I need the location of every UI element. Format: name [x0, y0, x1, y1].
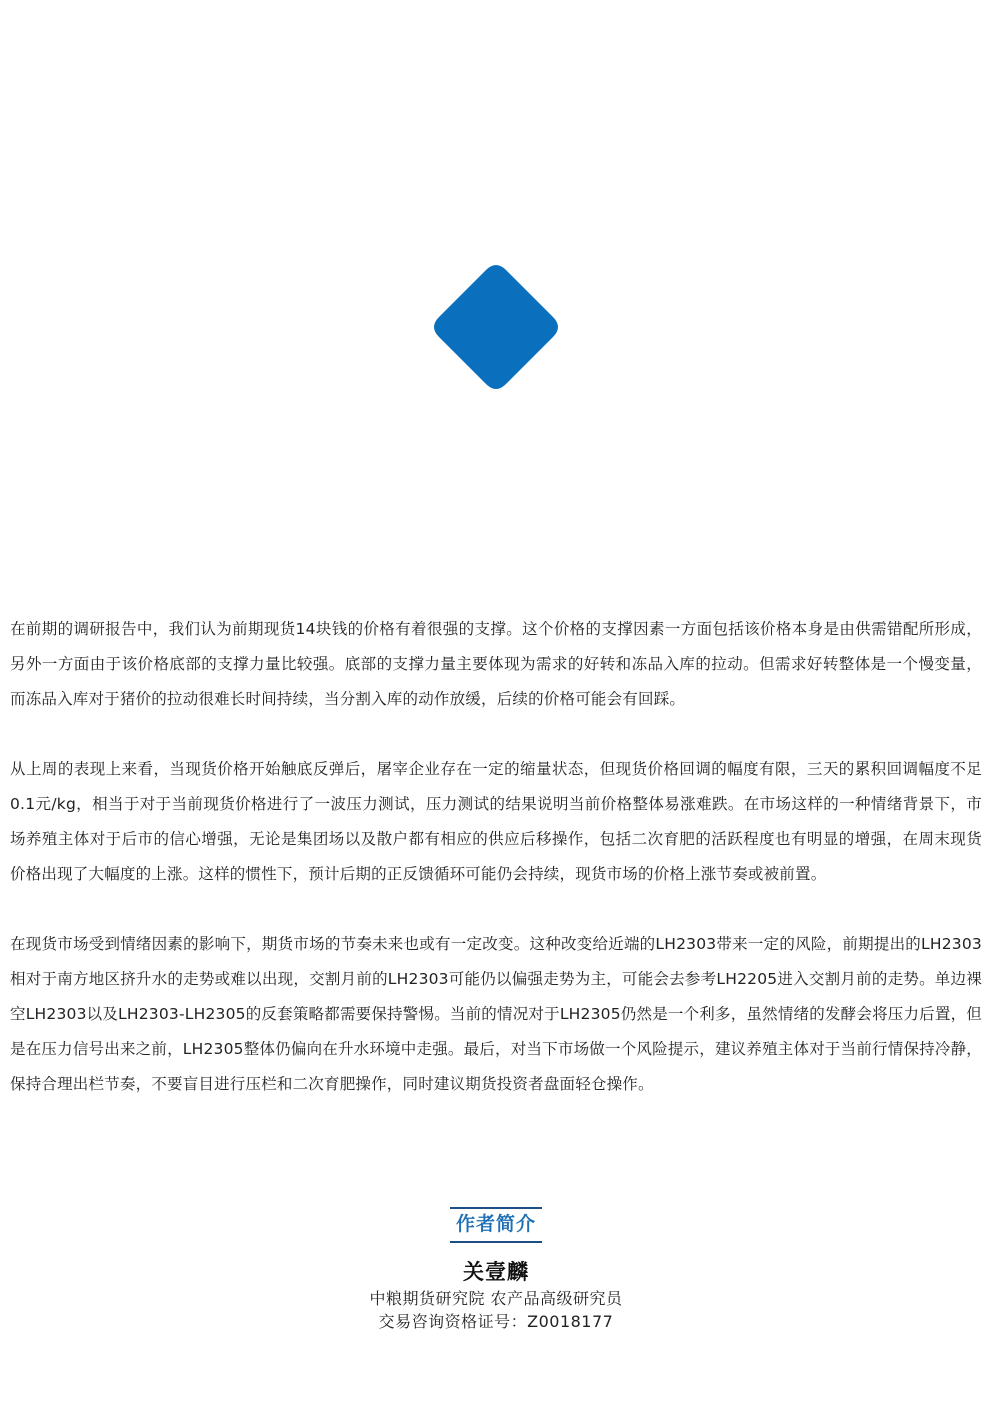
paragraph-1: 在前期的调研报告中，我们认为前期现货14块钱的价格有着很强的支撑。这个价格的支撑因素一方面包括该价格本身是由供需错配所形成，另外一方面由于该价格底部的支撑力量比较强。底部的支撑力量主要体现为需求的好转和冻品入库的拉动。但需求好转整体是一个慢变量，而冻品入库对于猪价的拉动很难长时间持续，当分割入库的动作放缓，后续的价格可能会有回踩。: [10, 620, 982, 708]
blue-diamond-icon: [424, 255, 568, 399]
article-body: [10, 612, 982, 1137]
author-title: 中粮期货研究院 农产品高级研究员: [369, 1289, 623, 1308]
author-name: 关壹麟: [463, 1260, 529, 1284]
author-heading: 作者简介: [450, 1207, 542, 1243]
author-profile: [0, 1207, 992, 1333]
paragraph-2: 从上周的表现上来看，当现货价格开始触底反弹后，屠宰企业存在一定的缩量状态，但现货价格回调的幅度有限，三天的累积回调幅度不足0.1元/kg，相当于对于当前现货价格进行了一波压力测试，压力测试的结果说明当前价格整体易涨难跌。在市场这样的一种情绪背景下，市场养殖主体对于后市的信心增强，无论是集团场以及散户都有相应的供应后移操作，包括二次育肥的活跃程度也有明显的增强，在周末现货价格出现了大幅度的上涨。这样的惯性下，预计后期的正反馈循环可能仍会持续，现货市场的价格上涨节奏或被前置。: [10, 760, 982, 883]
diamond-shape: [434, 261, 558, 389]
paragraph-3: 在现货市场受到情绪因素的影响下，期货市场的节奏未来也或有一定改变。这种改变给近端的LH2303带来一定的风险，前期提出的LH2303相对于南方地区挤升水的走势或难以出现，交割月前的LH2303可能仍以偏强走势为主，可能会去参考LH2205进入交割月前的走势。单边裸空LH2303以及LH2303-LH2305的反套策略都需要保持警惕。当前的情况对于LH2305仍然是一个利多，虽然情绪的发酵会将压力后置，但是在压力信号出来之前，LH2305整体仍偏向在升水环境中走强。最后，对当下市场做一个风险提示，建议养殖主体对于当前行情保持冷静，保持合理出栏节奏，不要盲目进行压栏和二次育肥操作，同时建议期货投资者盘面轻仓操作。: [10, 935, 982, 1093]
logo-diamond: [424, 255, 568, 399]
author-license: 交易咨询资格证号：Z0018177: [378, 1312, 614, 1331]
